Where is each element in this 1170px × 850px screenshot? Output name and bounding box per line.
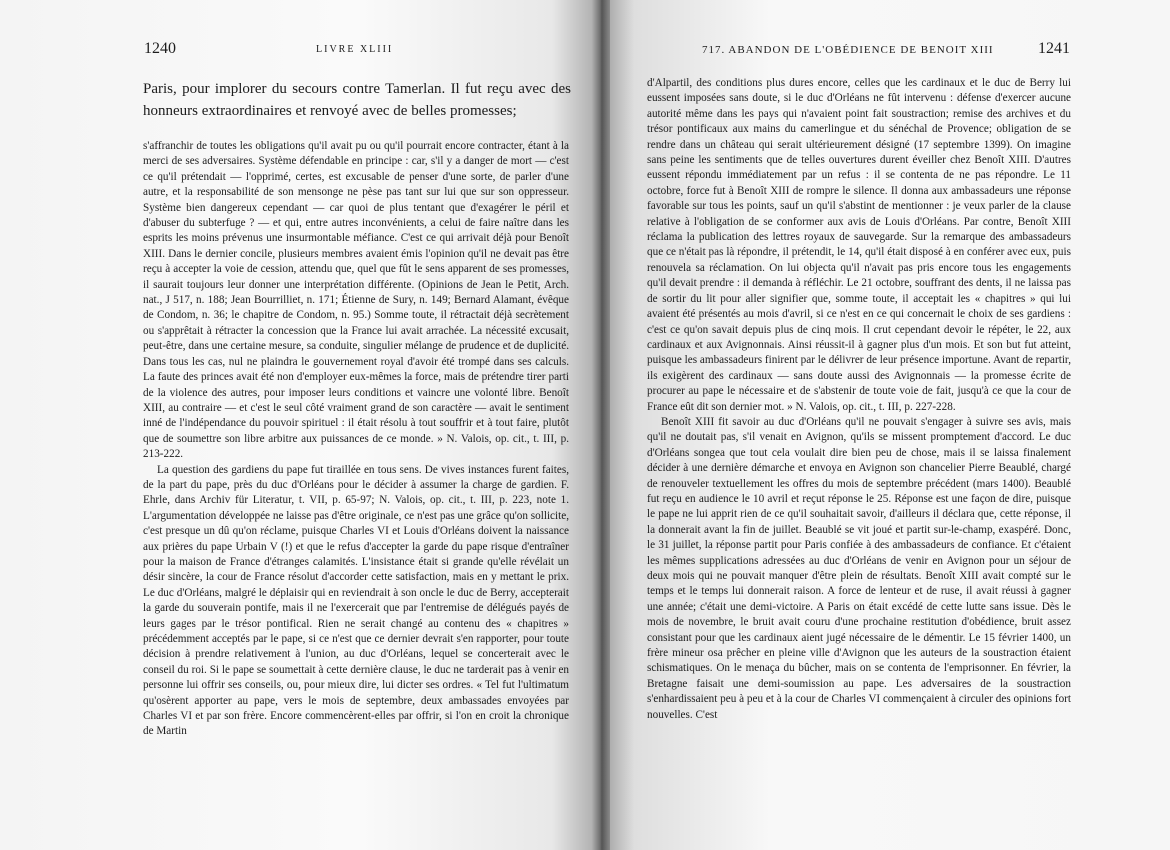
footnote-paragraph: La question des gardiens du pape fut tiraillée en tous sens. De vives instances furent faites, de la part du pape, près du duc d'Orléans pour le décider à assumer la charge de gardien. F. Ehrle, dans Archiv für Literatur, t. VII, p. 65-97; N. Valois, op. cit., t. III, p. 223, note 1. L'argumentation développée ne laisse pas d'être originale, ce n'est pas une grâce qu'on sollicite, c'est presque un dû qu'on réclame, puisque Charles VI et Louis d'Orléans doivent la naissance aux prières du pape Urbain V (!) et que le refus d'accepter la garde du pape risque d'entraîner pour la maison de France d'étranges calamités. L'insistance était si grande qu'elle révélait un désir sincère, la cour de France résolut d'accorder cette satisfaction, mais en y mettant le prix. Le duc d'Orléans, malgré le déplaisir qui en reviendrait à son oncle le duc de Berry, accepterait la garde du souverain pontife, mais il ne l'exercerait que par l'entremise de délégués payés de leurs gages par le trésor pontifical. Rien ne serait changé au contenu des « chapitres » précédemment acceptés par le pape, si ce n'est que ce dernier devrait s'en rapporter, pour toute décision à prendre relativement à l'union, au duc d'Orléans, lequel se concerterait avec le conseil du roi. Si le pape se soumettait à cette dernière clause, le duc ne tarderait pas à venir en personne lui offrir ses conseils, ou, pour mieux dire, lui dicter ses ordres. « Tel fut l'ultimatum qu'osèrent apporter au pape, vers le mois de septembre, deux ambassades envoyées par Charles VI et par son frère. Encore commencèrent-elles par offrir, si l'on en croit la chronique de Martin: [143, 463, 569, 738]
running-head: LIVRE XLIII: [316, 44, 394, 55]
right-page: [600, 0, 1170, 850]
main-text: Paris, pour implorer du secours contre Tamerlan. Il fut reçu avec des honneurs extraordinaires et renvoyé avec de belles promesses;: [143, 81, 571, 119]
footnote-paragraph: d'Alpartil, des conditions plus dures encore, celles que les cardinaux et le duc de Berry lui eussent imposées sans doute, si le duc d'Orléans ne fût intervenu : défense d'exercer aucune autorité même dans les pays qui n'avaient point fait soustraction; remise des archives et du trésor pontificaux aux mains du camerlingue et du sénéchal de Provence; obligation de se rendre dans un château qui serait ultérieurement désigné (17 septembre 1399). On imagine sans peine les sentiments que de telles ouvertures durent éveiller chez Benoît XIII. D'autres eussent répondu immédiatement par un refus : il se contenta de ne pas répondre. Le 11 octobre, force fut à Benoît XIII de rompre le silence. Il donna aux ambassadeurs une réponse favorable sur tous les points, sauf un qu'il s'abstint de mentionner : je veux parler de la clause relative à l'obligation de se conformer aux avis de Louis d'Orléans. Par contre, Benoît XIII réclama la publication des lettres royaux de sauvegarde. Sur la remarque des ambassadeurs que ce n'était pas là répondre, il prétendit, le 14, qu'il était disposé à en conférer avec eux, puis renouvela sa réclamation. On lui objecta qu'il n'avait pas pris encore tous les engagements qu'il devait prendre : il demanda à réfléchir. Le 21 octobre, souffrant des dents, il ne laissa pas de sortir du lit pour aller signifier que, somme toute, il acceptait les « chapitres » qui lui avaient été présentés au mois d'avril, si ce n'est en ce qui concernait le choix de ses gardiens : c'est ce qu'on savait depuis plus de cinq mois. Il crut cependant devoir le répéter, le 22, aux cardinaux et aux Avignonnais. Ainsi réussit-il à gagner plus d'un mois. Et son but fut atteint, puisque les ambassadeurs finirent par le délivrer de leur présence importune. Avant de repartir, ils exigèrent des cardinaux — sans doute aussi des Avignonnais — la promesse écrite de procurer au pape le nécessaire et de s'abstenir de toute voie de fait, jusqu'à ce que la cour de France eût dit son dernier mot. » N. Valois, op. cit., t. III, p. 227-228.: [647, 77, 1071, 413]
running-head: 717. ABANDON DE L'OBÉDIENCE DE BENOIT XIII: [702, 44, 994, 56]
page-number: 1240: [144, 40, 176, 57]
page-number: 1241: [1038, 40, 1070, 57]
footnote-paragraph: s'affranchir de toutes les obligations qu'il avait pu ou qu'il pourrait encore contracter, étant à la merci de ses adversaires. Système défendable en principe : car, s'il y a danger de mort — c'est ce qu'il prétendait — l'opprimé, certes, est excusable de penser d'une sorte, de parler d'une autre, et la responsabilité de son mensonge ne pèse pas tant sur lui que sur son oppresseur. Système bien dangereux cependant — car quoi de plus tentant que d'exagérer le péril et d'abuser du subterfuge ? — et qui, entre autres inconvénients, a celui de faire naître dans les esprits les moins prévenus une insurmontable méfiance. C'est ce qui arrivait déjà pour Benoît XIII. Dans le dernier concile, plusieurs membres avaient émis l'opinion qu'il ne devait pas être reçu à accepter la voie de cession, attendu que, quel que fût le sens apparent de ses promesses, il saurait toujours leur donner une interprétation différente. (Opinions de Jean le Petit, Arch. nat., J 517, n. 188; Jean Bourrilliet, n. 171; Étienne de Sury, n. 149; Bernard Alamant, évêque de Condom, n. 36; le chapitre de Condom, n. 95.) Somme toute, il rétractait déjà secrètement ou s'apprêtait à rétracter la concession que la France lui avait arrachée. La nécessité excusait, peut-être, dans une certaine mesure, sa conduite, singulier mélange de prudence et de duplicité. Dans tous les cas, nul ne plaindra le gouvernement royal d'avoir été trompé dans ses calculs. La faute des princes avait été non d'employer eux-mêmes la force, mais de prétendre tirer parti de la violence des autres, pour imposer leurs conditions et vaincre une volonté libre. Benoît XIII, au contraire — et c'est le seul côté vraiment grand de son caractère — avait le sentiment inné de l'indépendance du pouvoir spirituel : il était résolu à tout souffrir et à tout faire, plutôt que de soumettre son libre arbitre aux puissances de ce monde. » N. Valois, op. cit., t. III, p. 213-222.: [143, 140, 569, 461]
footnote-text: [143, 139, 569, 740]
footnote-paragraph: Benoît XIII fit savoir au duc d'Orléans qu'il ne pouvait s'engager à suivre ses avis, mais qu'il ne doutait pas, s'il venait en Avignon, qu'ils se missent promptement d'accord. Le duc d'Orléans songea que tout cela voulait dire bien peu de chose, mais il se laissa finalement décider à une dernière démarche et envoya en Avignon son chancelier Pierre Beaublé, chargé de renouveler textuellement les offres du mois de septembre précédent (mars 1400). Beaublé fut reçu en audience le 10 avril et reçut réponse le 25. Réponse est une façon de dire, puisque le pape ne lui apprit rien de ce qu'il souhaitait savoir, d'ailleurs il déclara que, cette réponse, il la donnerait avant la fin de juillet. Beaublé se vit joué et partit sur-le-champ, exaspéré. Donc, le 31 juillet, la réponse partit pour Paris confiée à des ambassadeurs de confiance. Et c'étaient les mêmes supplications adressées au duc d'Orléans de venir en Avignon pour un séjour de deux mois qui ne pouvait manquer d'être plein de résultats. Benoît XIII avait compté sur le temps et le temps lui donnerait raison. A force de lenteur et de ruse, il avait réussi à gagner une année; c'était une demi-victoire. A Paris on était excédé de cette lutte sans issue. Dès le mois de novembre, le bruit avait couru d'une prochaine restitution d'obédience, bruit assez consistant pour que les cardinaux aient jugé nécessaire de le démentir. Le 15 février 1400, un frère mineur osa prêcher en pleine ville d'Avignon que les auteurs de la soustraction étaient schismatiques. On le menaça du bûcher, mais on se contenta de l'emprisonner. En février, la Bretagne faisait une demi-soumission au pape. Les adversaires de la soustraction s'enhardissaient peu à peu et à la cour de Charles VI commençaient à circuler des opinions fort nouvelles. C'est: [647, 415, 1071, 721]
book-gutter: [592, 0, 610, 850]
footnote-text: [647, 76, 1071, 723]
